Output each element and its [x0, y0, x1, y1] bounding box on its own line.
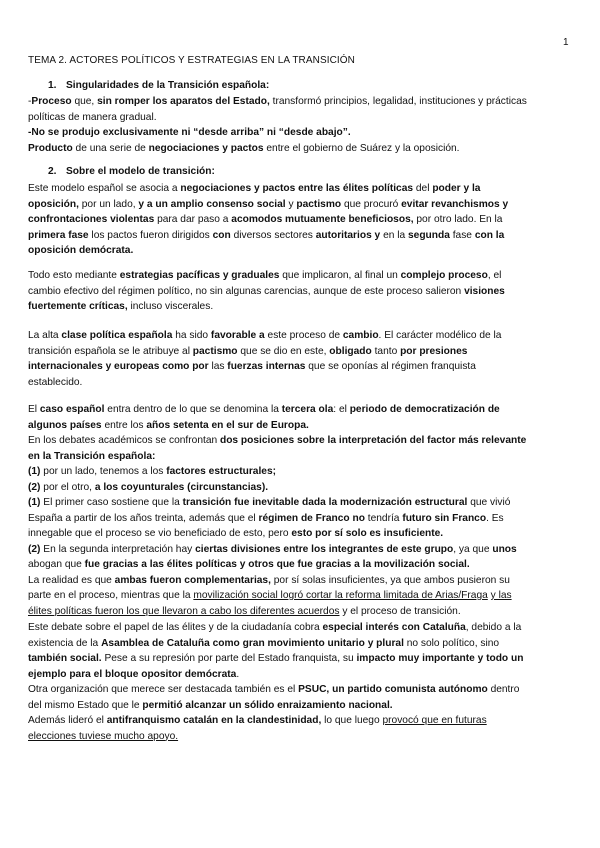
- text-line: [28, 433, 576, 449]
- text-run: establecido.: [28, 376, 83, 388]
- text-line: [28, 125, 576, 141]
- paragraph: [28, 94, 576, 156]
- text-run: . El carácter modélico de la: [378, 330, 502, 341]
- bold-text: pactismo: [296, 198, 342, 210]
- bold-text: fuerzas internas: [227, 361, 306, 372]
- bold-text: con la: [474, 229, 505, 241]
- bold-text: y a un amplio consenso social: [138, 198, 286, 210]
- text-run: España a partir de los años treinta, además que el: [28, 512, 259, 524]
- text-line: [28, 557, 576, 573]
- bold-text: acomodos mutuamente beneficiosos,: [231, 214, 414, 225]
- bold-text: internacionales y europeas como por: [28, 361, 209, 372]
- bold-text: pactismo: [192, 345, 238, 357]
- bold-text: Producto: [28, 142, 73, 154]
- bold-text: dos posiciones sobre la interpretación del factor más relevante: [219, 435, 527, 446]
- text-run: que procuró: [341, 198, 402, 210]
- text-run: tanto: [371, 345, 401, 357]
- bold-text: confrontaciones violentas: [28, 214, 155, 225]
- text-run: ha sido: [172, 330, 211, 341]
- bold-text: a los coyunturales (circunstancias).: [94, 481, 269, 493]
- bold-text: periodo de democratización de: [349, 404, 500, 415]
- bold-text: negociaciones y pactos entre las élites políticas: [180, 183, 414, 194]
- text-run: por otro lado. En la: [413, 214, 503, 225]
- bold-text: tercera ola: [281, 404, 334, 415]
- text-run: .: [236, 668, 240, 680]
- text-line: [28, 495, 576, 511]
- paragraph: [28, 620, 576, 744]
- text-run: Este modelo español se asocia a: [28, 183, 181, 194]
- bold-text: PSUC, un partido comunista autónomo: [298, 684, 488, 695]
- bold-text: años setenta en el sur de Europa.: [146, 419, 309, 431]
- text-line: [28, 636, 576, 652]
- paragraph: [28, 328, 576, 390]
- text-run: -: [28, 96, 32, 107]
- text-line: [28, 243, 576, 259]
- text-line: [28, 110, 576, 126]
- text-run: abogan que: [28, 559, 85, 570]
- text-run: diversos sectores: [230, 229, 316, 241]
- bold-text: ambas fueron complementarias,: [114, 574, 271, 586]
- text-line: [28, 359, 576, 375]
- bold-text: oposición,: [28, 198, 79, 210]
- section-heading-text: Sobre el modelo de transición:: [66, 166, 215, 177]
- underlined-text: provocó que en futuras: [382, 715, 487, 726]
- section-heading-1: [48, 80, 269, 91]
- paragraph: [28, 181, 576, 259]
- text-line: [28, 328, 576, 344]
- bold-text: evitar revanchismos y: [401, 198, 509, 210]
- text-line: [28, 682, 576, 698]
- text-run: Pese a su represión por parte del Estado franquista, su: [101, 653, 357, 664]
- text-line: [28, 268, 576, 284]
- text-run: En los debates académicos se confrontan: [28, 435, 220, 446]
- bold-text: por presiones: [400, 345, 468, 357]
- bold-text: factores estructurales;: [166, 466, 277, 477]
- text-run: parte en el proceso, mientras que la: [28, 590, 194, 601]
- text-line: [28, 573, 576, 589]
- bold-text: poder y la: [432, 183, 481, 194]
- bold-text: (2): [28, 543, 41, 555]
- bold-text: fuertemente críticas,: [28, 301, 128, 312]
- bold-text: (1): [28, 466, 41, 477]
- bold-text: también social.: [28, 653, 102, 664]
- text-line: [28, 449, 576, 465]
- bold-text: con: [212, 229, 231, 241]
- bold-text: unos: [492, 543, 517, 555]
- text-line: [28, 299, 576, 315]
- text-run: : el: [333, 404, 350, 415]
- text-run: entre los: [101, 419, 147, 431]
- bold-text: futuro sin Franco: [402, 512, 487, 524]
- text-run: por sí solas insuficientes, ya que ambos pusieron su: [270, 574, 510, 586]
- text-line: [28, 94, 576, 110]
- text-line: [28, 228, 576, 244]
- page-number: 1: [563, 37, 569, 48]
- text-run: y el proceso de transición.: [339, 605, 461, 617]
- bold-text: en la Transición española:: [28, 450, 156, 462]
- bold-text: Asamblea de Cataluña como gran movimiento unitario y plural: [101, 637, 404, 649]
- text-run: lo que luego: [321, 715, 383, 726]
- text-line: [28, 588, 576, 604]
- bold-text: cambio: [342, 330, 379, 341]
- bold-text: antifranquismo catalán en la clandestinidad,: [106, 715, 322, 726]
- section-heading-text: Singularidades de la Transición española:: [66, 80, 270, 91]
- bold-text: permitió alcanzar un sólido enraizamiento nacional.: [142, 699, 393, 711]
- text-run: del mismo Estado que le: [28, 699, 143, 711]
- text-line: [28, 511, 576, 527]
- text-line: [28, 667, 576, 683]
- text-line: [28, 212, 576, 228]
- text-run: que vivió: [467, 497, 511, 508]
- text-line: [28, 141, 576, 157]
- text-line: [28, 604, 576, 620]
- section-number: 1.: [48, 80, 57, 91]
- bold-text: impacto muy importante y todo un: [356, 653, 524, 664]
- bold-text: segunda: [408, 229, 450, 241]
- section-number: 2.: [48, 166, 57, 177]
- text-run: transformó principios, legalidad, instituciones y prácticas: [269, 96, 527, 107]
- paragraph: [28, 402, 576, 619]
- bold-text: sin romper los aparatos del Estado,: [97, 96, 270, 107]
- text-line: [28, 284, 576, 300]
- underlined-text: movilización social logró cortar la reforma limitada de Arias/Fraga: [193, 590, 488, 601]
- text-line: [28, 713, 576, 729]
- text-line: [28, 402, 576, 418]
- text-run: por el otro,: [40, 481, 95, 493]
- text-run: fase: [449, 229, 475, 241]
- bold-text: negociaciones y pactos: [148, 142, 264, 154]
- text-line: [28, 620, 576, 636]
- text-run: Otra organización que merece ser destacada también es el: [28, 684, 299, 695]
- text-run: El primer caso sostiene que la: [40, 497, 183, 508]
- bold-text: complejo proceso: [400, 270, 488, 281]
- bold-text: fue gracias a las élites políticas y otros que fue gracias a la movilización social.: [84, 559, 470, 570]
- text-run: en la: [380, 229, 408, 241]
- section-heading-2: [48, 166, 215, 177]
- text-run: las: [208, 361, 228, 372]
- text-run: Este debate sobre el papel de las élites y de la ciudadanía cobra: [28, 622, 323, 633]
- text-run: este proceso de: [264, 330, 343, 341]
- bold-text: Proceso: [31, 96, 72, 107]
- bold-text: -No se produjo exclusivamente ni “desde arriba” ni “desde abajo”.: [28, 127, 351, 138]
- bold-text: especial interés con Cataluña: [322, 622, 466, 633]
- text-run: políticas de manera gradual.: [28, 111, 157, 123]
- bold-text: algunos países: [28, 419, 102, 431]
- text-run: innegable que el proceso se vio beneficiado de esto, pero: [28, 528, 292, 539]
- text-run: La realidad es que: [28, 574, 115, 586]
- text-run: los pactos fueron dirigidos: [88, 229, 213, 241]
- text-line: [28, 651, 576, 667]
- bold-text: esto por sí solo es insuficiente.: [291, 528, 444, 539]
- text-run: , debido a la: [465, 622, 522, 633]
- text-run: tendría: [364, 512, 403, 524]
- bold-text: clase política española: [61, 330, 173, 341]
- bold-text: (1): [28, 497, 41, 508]
- text-run: La alta: [28, 330, 62, 341]
- text-run: por un lado, tenemos a los: [40, 466, 167, 477]
- bold-text: transición fue inevitable dada la modernización estructural: [182, 497, 468, 508]
- text-run: En la segunda interpretación hay: [40, 543, 196, 555]
- text-run: existencia de la: [28, 637, 102, 649]
- text-line: [28, 526, 576, 542]
- text-line: [28, 542, 576, 558]
- text-run: . Es: [486, 512, 504, 524]
- document-title: TEMA 2. ACTORES POLÍTICOS Y ESTRATEGIAS EN LA TRANSICIÓN: [28, 55, 355, 66]
- text-run: El: [28, 404, 40, 415]
- text-run: que se dio en este,: [237, 345, 330, 357]
- text-run: cambio efectivo del régimen político, no sin algunas carencias, aunque de este proceso salieron: [28, 285, 465, 297]
- text-run: por un lado,: [78, 198, 139, 210]
- underlined-text: élites políticas fueron los que llevaron a cabo los diferentes acuerdos: [28, 605, 340, 617]
- text-run: incluso viscerales.: [127, 301, 214, 312]
- paragraph: [28, 268, 576, 315]
- text-run: , ya que: [453, 543, 493, 555]
- text-line: [28, 375, 576, 391]
- text-run: entre el gobierno de Suárez y la oposición.: [263, 142, 460, 154]
- bold-text: estrategias pacíficas y graduales: [119, 270, 280, 281]
- text-run: dentro: [487, 684, 520, 695]
- text-run: que,: [71, 96, 98, 107]
- text-line: [28, 418, 576, 434]
- bold-text: (2): [28, 481, 41, 493]
- text-line: [28, 464, 576, 480]
- bold-text: caso español: [39, 404, 105, 415]
- text-line: [28, 181, 576, 197]
- text-run: que implicaron, al final un: [279, 270, 401, 281]
- text-line: [28, 698, 576, 714]
- text-line: [28, 729, 576, 745]
- text-run: para dar paso a: [154, 214, 232, 225]
- bold-text: favorable a: [210, 330, 265, 341]
- text-line: [28, 197, 576, 213]
- text-run: entra dentro de lo que se denomina la: [104, 404, 282, 415]
- text-run: que se oponías al régimen franquista: [305, 361, 476, 372]
- text-line: [28, 344, 576, 360]
- text-run: de una serie de: [72, 142, 149, 154]
- text-run: , el: [487, 270, 502, 281]
- text-run: del: [413, 183, 433, 194]
- bold-text: primera fase: [28, 229, 89, 241]
- text-line: [28, 480, 576, 496]
- text-run: transición española se le atribuye al: [28, 345, 193, 357]
- bold-text: oposición demócrata.: [28, 245, 134, 256]
- bold-text: autoritarios y: [315, 229, 381, 241]
- bold-text: ejemplo para el bloque opositor demócrata: [28, 668, 237, 680]
- bold-text: ciertas divisiones entre los integrantes de este grupo: [195, 543, 454, 555]
- underlined-text: y las: [490, 590, 512, 601]
- text-run: y: [285, 198, 297, 210]
- text-run: no solo político, sino: [403, 637, 500, 649]
- bold-text: régimen de Franco no: [258, 512, 365, 524]
- text-run: Además lideró el: [28, 715, 107, 726]
- bold-text: obligado: [329, 345, 372, 357]
- underlined-text: elecciones tuviese mucho apoyo.: [28, 730, 179, 742]
- text-run: Todo esto mediante: [28, 270, 120, 281]
- bold-text: visiones: [464, 285, 505, 297]
